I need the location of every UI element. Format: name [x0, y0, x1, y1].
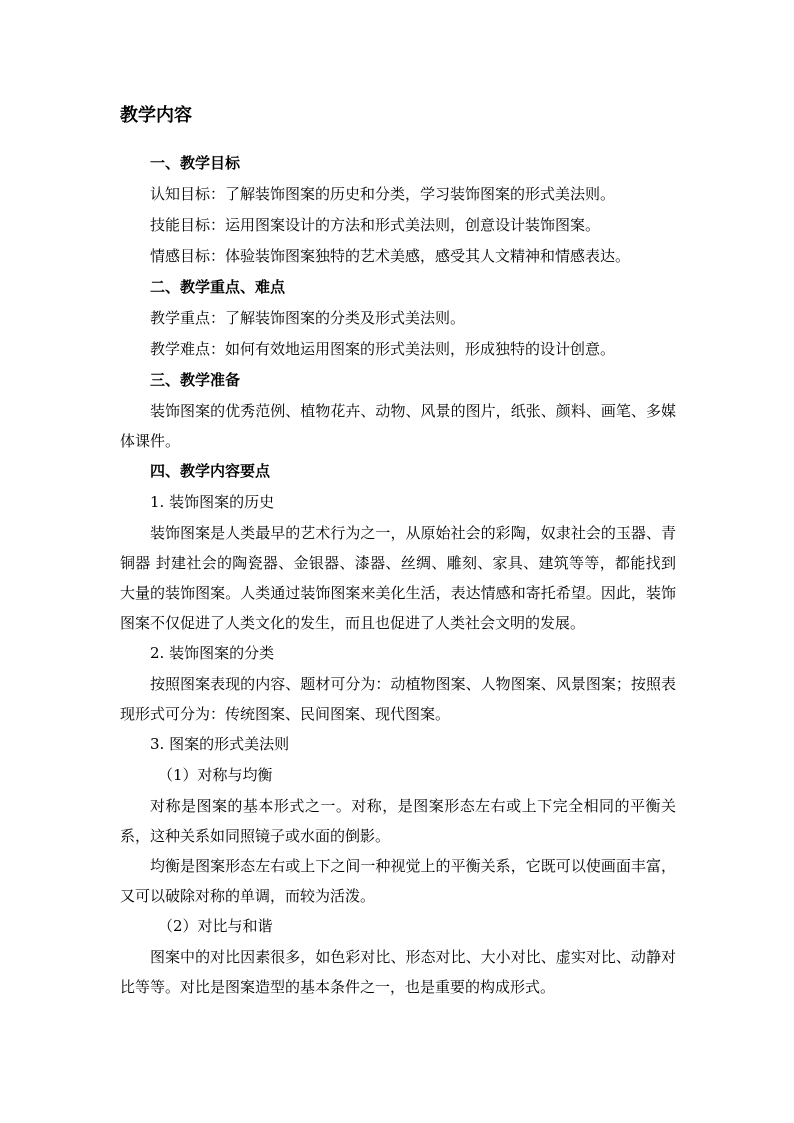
- contrast-text-1: 图案中的对比因素很多，如色彩对比、形态对比、大小对比、虚实对比、动静对比等等。对比是图案造型的基本条件之一，也是重要的构成形式。: [120, 948, 676, 996]
- symmetry-text-1: 对称是图案的基本形式之一。对称，是图案形态左右或上下完全相同的平衡关系，这种关系如同照镜子或水面的倒影。: [120, 797, 676, 845]
- key-point: 教学重点：了解装饰图案的分类及形式美法则。: [150, 309, 466, 327]
- objective-emotion: 情感目标：体验装饰图案独特的艺术美感，感受其人文精神和情感表达。: [150, 247, 631, 265]
- subheading-rules: 3. 图案的形式美法则: [150, 735, 290, 753]
- document-title: 教学内容: [120, 105, 192, 126]
- heading-preparation: 三、教学准备: [150, 371, 241, 389]
- subheading-contrast: （2）对比与和谐: [158, 917, 273, 935]
- preparation-text: 装饰图案的优秀范例、植物花卉、动物、风景的图片，纸张、颜料、画笔、多媒体课件。: [120, 402, 676, 450]
- subheading-symmetry: （1）对称与均衡: [158, 766, 273, 784]
- history-text: 装饰图案是人类最早的艺术行为之一，从原始社会的彩陶，奴隶社会的玉器、青铜器 封建社会的陶瓷器、金银器、漆器、丝绸、雕刻、家具、建筑等等，都能找到大量的装饰图案。人类通过装饰图案来美化生活，表达情感和寄托希望。因此，装饰图案不仅促进了人类文化的发生，而且也促进了人类社会文明的发展。: [120, 524, 676, 632]
- classification-text: 按照图案表现的内容、题材可分为：动植物图案、人物图案、风景图案；按照表现形式可分为：传统图案、民间图案、现代图案。: [120, 675, 676, 723]
- heading-key-points: 二、教学重点、难点: [150, 278, 286, 296]
- objective-cognitive: 认知目标：了解装饰图案的历史和分类，学习装饰图案的形式美法则。: [150, 185, 616, 203]
- subheading-history: 1. 装饰图案的历史: [150, 493, 275, 511]
- subheading-classification: 2. 装饰图案的分类: [150, 644, 275, 662]
- objective-skill: 技能目标：运用图案设计的方法和形式美法则，创意设计装饰图案。: [150, 216, 601, 234]
- heading-content: 四、教学内容要点: [150, 462, 271, 480]
- symmetry-text-2: 均衡是图案形态左右或上下之间一种视觉上的平衡关系，它既可以使画面丰富，又可以破除对称的单调，而较为活泼。: [120, 857, 676, 905]
- heading-objectives: 一、教学目标: [150, 154, 241, 172]
- document-page: [120, 100, 676, 1002]
- difficult-point: 教学难点：如何有效地运用图案的形式美法则，形成独特的设计创意。: [150, 340, 616, 358]
